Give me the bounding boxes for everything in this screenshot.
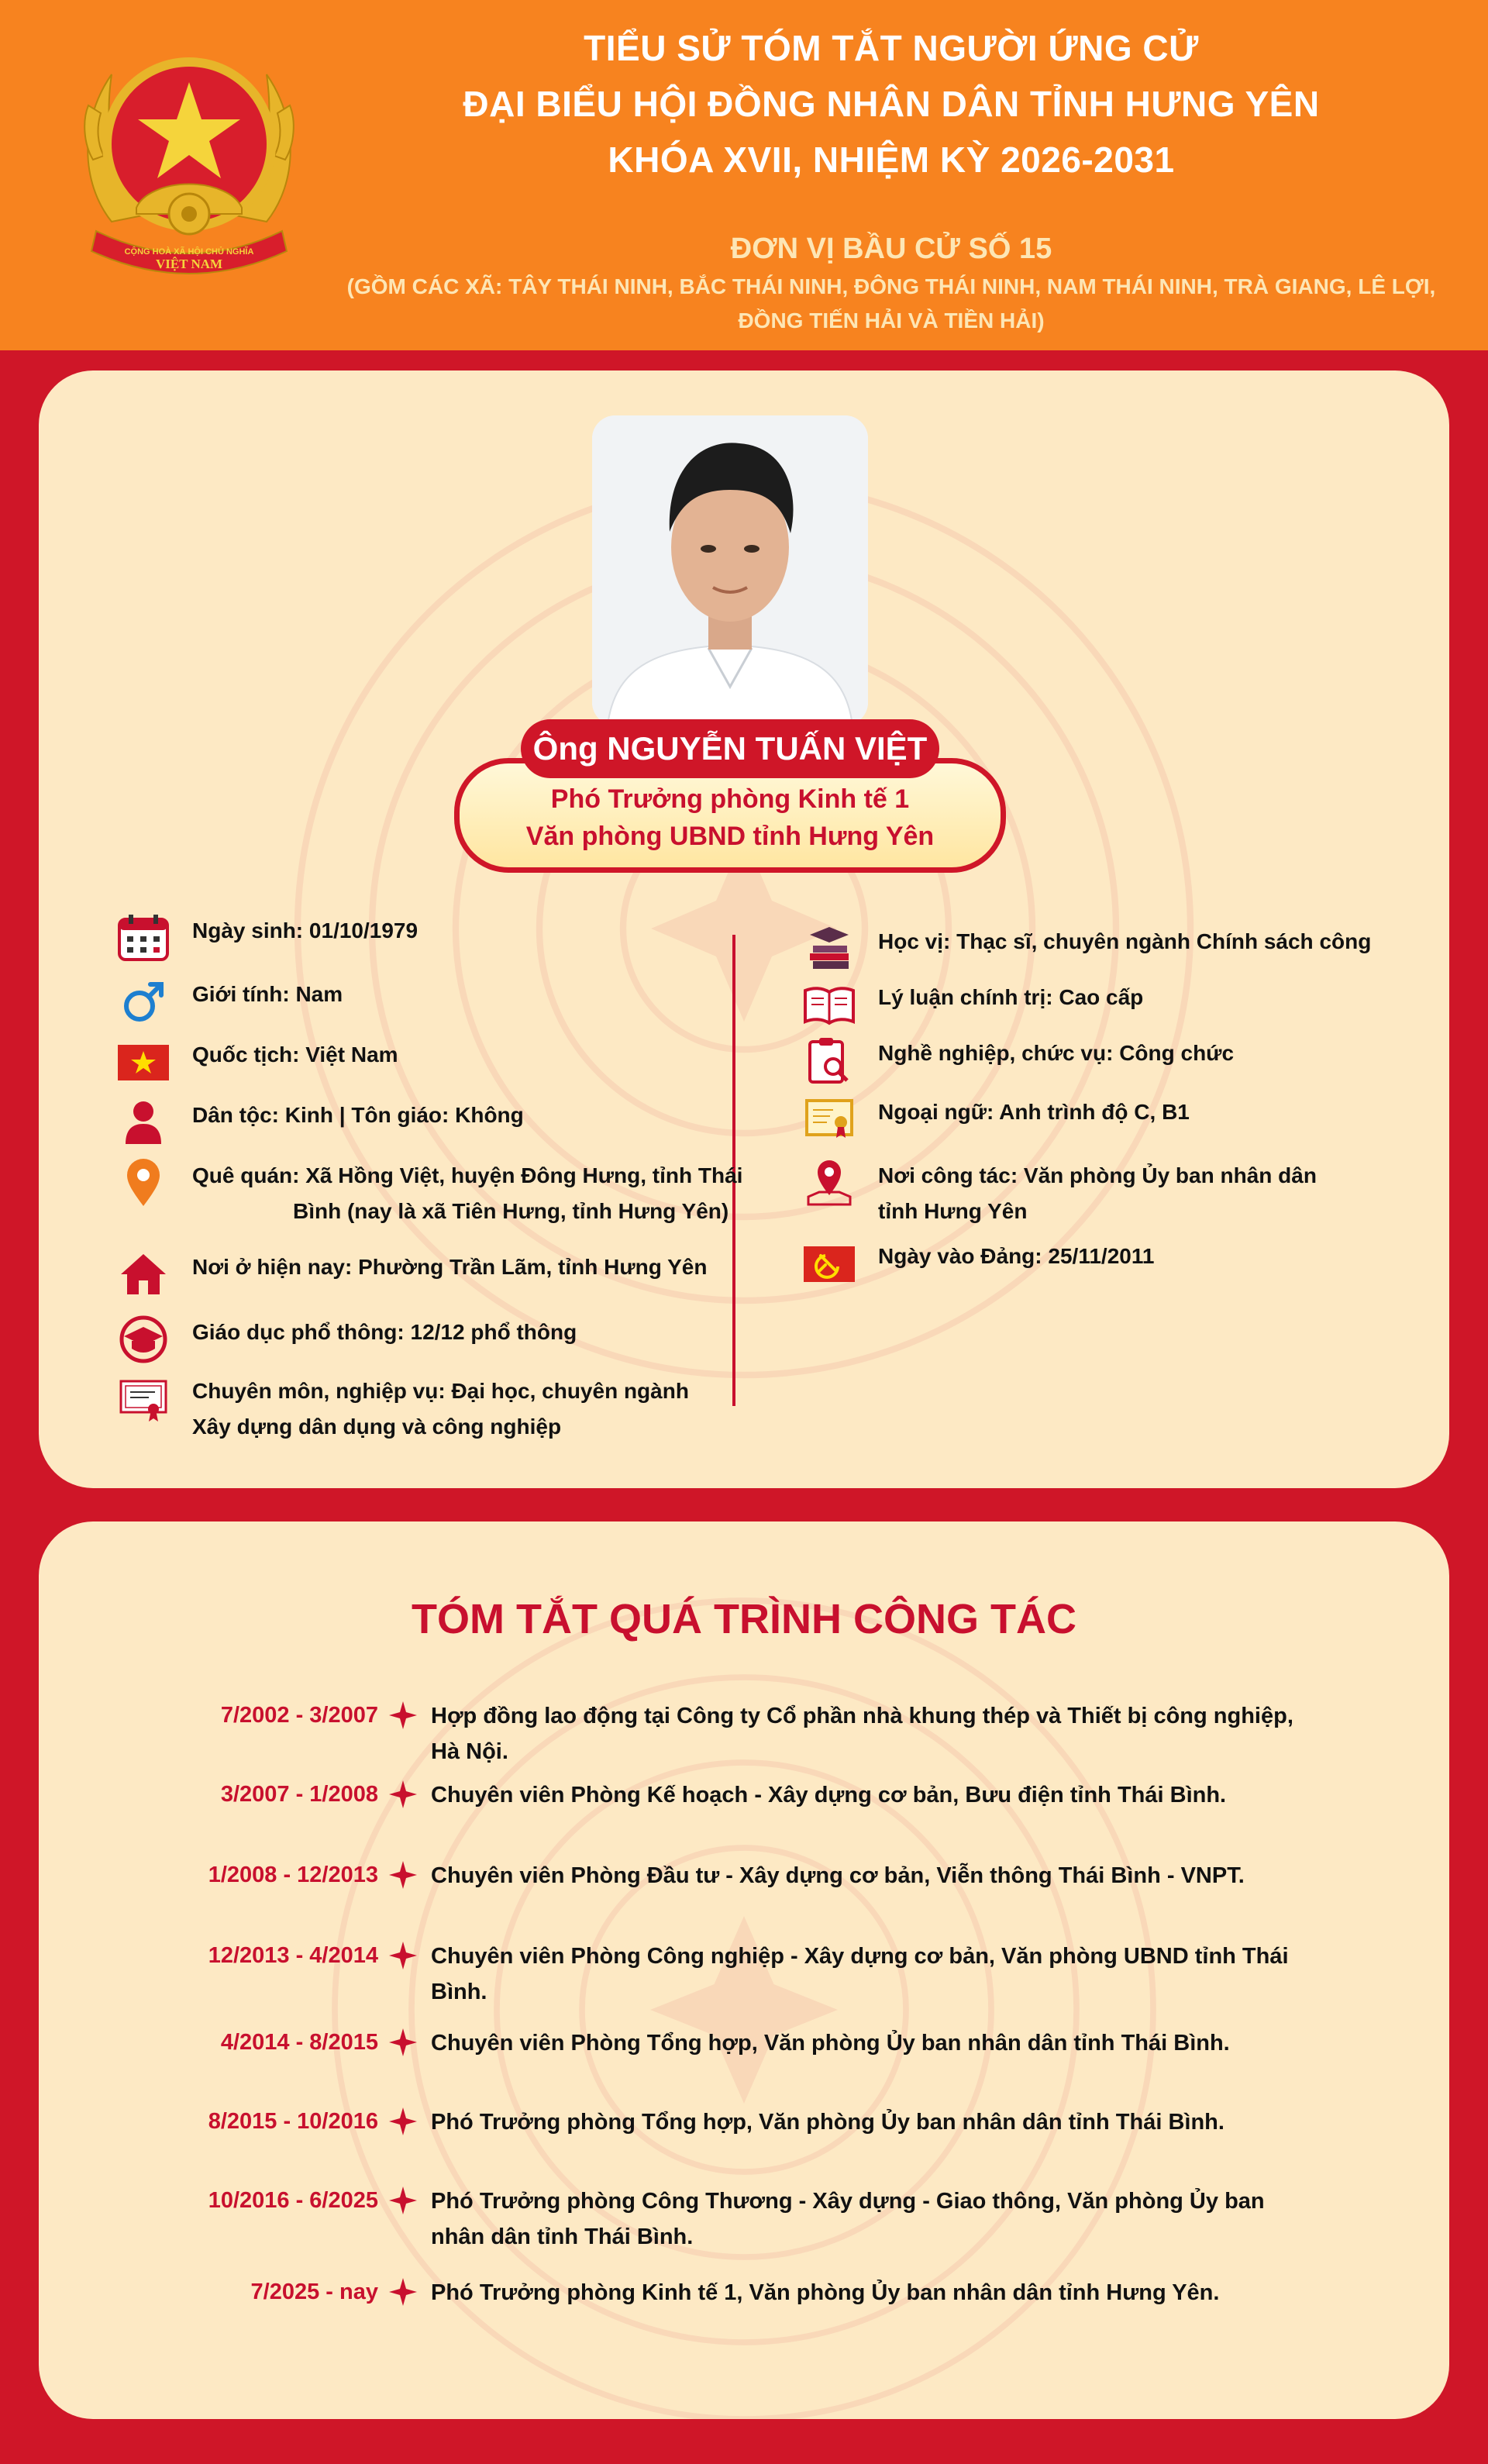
hometown-label: Quê quán: [192,1163,300,1187]
header-titles [326,20,1457,338]
occupation-value: Công chức [1119,1041,1235,1065]
emblem-country: VIỆT NAM [155,257,223,271]
diploma-icon [802,1094,856,1144]
map-pin-icon [802,1158,856,1208]
general-education-value: 12/12 phổ thông [410,1320,577,1344]
foreign-language-label: Ngoại ngữ: [878,1100,994,1124]
calendar-icon [116,913,170,963]
party-join-value: 25/11/2011 [1048,1244,1155,1268]
career-description: Phó Trưởng phòng Tổng hợp, Văn phòng Ủy ban nhân dân tỉnh Thái Bình. [431,2110,1224,2135]
star-bullet-icon [389,2278,417,2306]
position-line-1: Phó Trưởng phòng Kinh tế 1 [550,784,910,814]
workplace-value-1: Văn phòng Ủy ban nhân dân [1023,1163,1317,1187]
person-icon [116,1098,170,1147]
birthdate-label: Ngày sinh: [192,918,304,943]
residence-value: Phường Trần Lãm, tỉnh Hưng Yên [358,1255,708,1279]
info-residence [116,1249,707,1299]
male-icon [116,977,170,1026]
gender-value: Nam [295,982,343,1006]
career-title: TÓM TẮT QUÁ TRÌNH CÔNG TÁC [412,1596,1076,1642]
star-bullet-icon [389,2107,417,2135]
home-icon [116,1249,170,1299]
career-description: Chuyên viên Phòng Công nghiệp - Xây dựng cơ bản, Văn phòng UBND tỉnh Thái Bình. [431,1944,1289,2004]
graduation-cap-icon [116,1315,170,1364]
occupation-label: Nghề nghiệp, chức vụ: [878,1041,1114,1065]
career-period: 8/2015 - 10/2016 [208,2109,378,2134]
info-specialization [116,1373,689,1445]
star-bullet-icon [389,1942,417,1969]
gender-label: Giới tính: [192,982,290,1006]
info-general-education [116,1315,577,1364]
books-icon [802,924,856,974]
career-description: Chuyên viên Phòng Đầu tư - Xây dựng cơ bản, Viễn thông Thái Bình - VNPT. [431,1863,1245,1888]
political-theory-label: Lý luận chính trị: [878,985,1053,1009]
specialization-value-1: Đại học, chuyên ngành [451,1379,689,1403]
career-period: 4/2014 - 8/2015 [220,2030,378,2055]
open-book-icon [802,980,856,1029]
profile-card [39,370,1449,1488]
career-period: 1/2008 - 12/2013 [208,1863,378,1887]
info-nationality [116,1037,398,1087]
workplace-label: Nơi công tác: [878,1163,1018,1187]
vietnam-flag-icon [116,1037,170,1087]
position-line-2: Văn phòng UBND tỉnh Hưng Yên [525,822,935,851]
party-flag-icon [802,1239,856,1288]
info-ethnicity [116,1098,524,1147]
nationality-value: Việt Nam [305,1042,398,1067]
info-gender [116,977,343,1026]
career-description: Phó Trưởng phòng Kinh tế 1, Văn phòng Ủy ban nhân dân tỉnh Hưng Yên. [431,2280,1220,2305]
academic-degree-value: Thạc sĩ, chuyên ngành Chính sách công [956,929,1372,953]
workplace-value-2: tỉnh Hưng Yên [878,1199,1028,1223]
candidate-name: Ông NGUYỄN TUẤN VIỆT [521,719,939,778]
hometown-value-2: Bình (nay là xã Tiên Hưng, tỉnh Hưng Yên) [293,1199,729,1223]
career-description: Phó Trưởng phòng Công Thương - Xây dựng - Giao thông, Văn phòng Ủy ban nhân dân tỉnh Thái Bình. [431,2189,1265,2249]
career-period: 7/2025 - nay [250,2280,378,2304]
header-title-line-2: ĐẠI BIỂU HỘI ĐỒNG NHÂN DÂN TỈNH HƯNG YÊN [463,84,1320,124]
info-birthdate [116,913,418,963]
general-education-label: Giáo dục phổ thông: [192,1320,405,1344]
electoral-unit-communes-1: (GỒM CÁC XÃ: TÂY THÁI NINH, BẮC THÁI NINH, ĐÔNG THÁI NINH, NAM THÁI NINH, TRÀ GIANG, LÊ LỢI, [346,274,1436,298]
career-card [39,1521,1449,2419]
location-pin-icon [116,1158,170,1208]
ethnicity-value: Kinh | Tôn giáo: Không [284,1103,524,1127]
star-bullet-icon [389,1780,417,1808]
specialization-label: Chuyên môn, nghiệp vụ: [192,1379,446,1403]
specialization-value-2: Xây dựng dân dụng và công nghiệp [192,1415,562,1439]
career-period: 12/2013 - 4/2014 [208,1943,378,1968]
header-banner [0,0,1488,350]
info-academic-degree [802,924,1371,974]
header-title-line-1: TIỂU SỬ TÓM TẮT NGƯỜI ỨNG CỬ [584,28,1199,68]
star-bullet-icon [389,2187,417,2214]
header-title-line-3: KHÓA XVII, NHIỆM KỲ 2026-2031 [608,140,1175,180]
emblem-text: CỘNG HOÀ XÃ HỘI CHỦ NGHĨA [124,247,254,257]
info-political-theory [802,980,1143,1029]
academic-degree-label: Học vị: [878,929,951,953]
info-workplace [802,1158,1317,1229]
nationality-label: Quốc tịch: [192,1042,300,1067]
star-bullet-icon [389,2028,417,2056]
career-period: 3/2007 - 1/2008 [220,1782,378,1807]
info-occupation [802,1036,1234,1085]
info-hometown [116,1158,742,1229]
star-bullet-icon [389,1701,417,1729]
candidate-photo [592,415,868,725]
electoral-unit: ĐƠN VỊ BẦU CỬ SỐ 15 [730,233,1052,265]
electoral-unit-communes-2: ĐỒNG TIẾN HẢI VÀ TIỀN HẢI) [738,308,1045,333]
clipboard-search-icon [802,1036,856,1085]
residence-label: Nơi ở hiện nay: [192,1255,353,1279]
info-party-join-date [802,1239,1154,1288]
party-join-label: Ngày vào Đảng: [878,1244,1042,1268]
career-period: 10/2016 - 6/2025 [208,2188,378,2213]
career-description: Hợp đồng lao động tại Công ty Cổ phần nhà khung thép và Thiết bị công nghiệp, Hà Nội. [431,1704,1293,1764]
career-description: Chuyên viên Phòng Tổng hợp, Văn phòng Ủy ban nhân dân tỉnh Thái Bình. [431,2031,1230,2056]
certificate-icon [116,1373,170,1423]
foreign-language-value: Anh trình độ C, B1 [994,1100,1190,1124]
hometown-value-1: Xã Hồng Việt, huyện Đông Hưng, tỉnh Thái [305,1163,743,1187]
ethnicity-label: Dân tộc: [192,1103,279,1127]
national-emblem-icon [65,28,313,284]
info-foreign-language [802,1094,1190,1144]
birthdate-value: 01/10/1979 [308,918,418,943]
political-theory-value: Cao cấp [1059,985,1144,1009]
star-bullet-icon [389,1861,417,1889]
career-description: Chuyên viên Phòng Kế hoạch - Xây dựng cơ bản, Bưu điện tỉnh Thái Bình. [431,1783,1227,1808]
career-period: 7/2002 - 3/2007 [220,1703,378,1728]
